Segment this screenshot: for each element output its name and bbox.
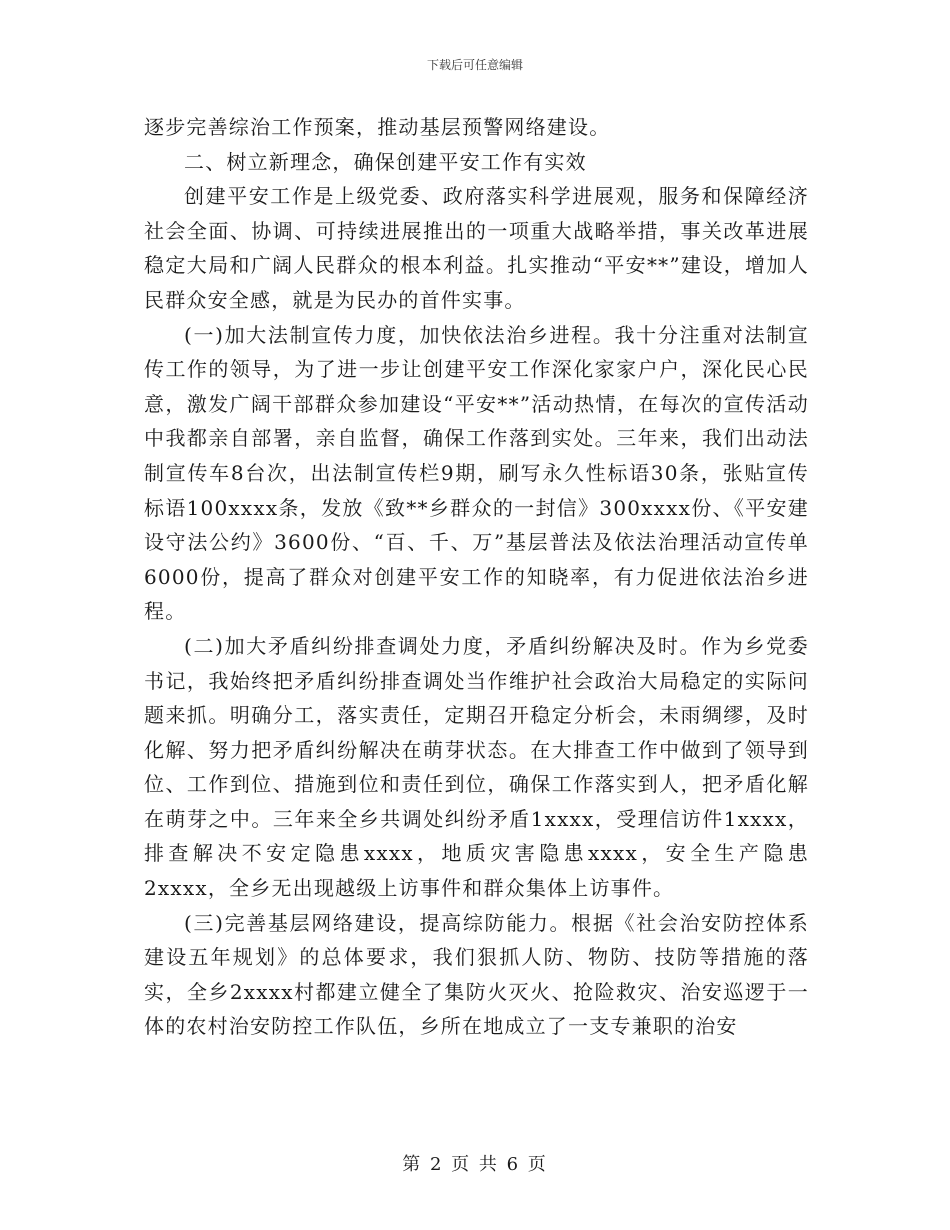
- section-heading: 二、树立新理念，确保创建平安工作有实效: [184, 149, 587, 174]
- paragraph: 逐步完善综治工作预案，推动基层预警网络建设。: [144, 115, 611, 139]
- page-header: 下载后可任意编辑: [426, 58, 523, 72]
- paragraph: 创建平安工作是上级党委、政府落实科学进展观，服务和保障经济社会全面、协调、可持续进展推出的一项重大战略举措，事关改革进展稳定大局和广阔人民群众的根本利益。扎实推动“平安**”建设，增加人民群众安全感，就是为民办的首件实事。: [144, 184, 809, 312]
- paragraph: (一)加大法制宣传力度，加快依法治乡进程。我十分注重对法制宣传工作的领导，为了进一步让创建平安工作深化家家户户，深化民心民意，激发广阔干部群众参加建设“平安**”活动热情，在每次的宣传活动中我都亲自部署，亲自监督，确保工作落到实处。三年来，我们出动法制宣传车8台次，出法制宣传栏9期，刷写永久性标语30条，张贴宣传标语100xxxx条，发放《致**乡群众的一封信》300xxxx份、《平安建设守法公约》3600份、“百、千、万”基层普法及依法治理活动宣传单6000份，提高了群众对创建平安工作的知晓率，有力促进依法治乡进程。: [144, 322, 809, 624]
- page-number-footer: 第 2 页 共 6 页: [402, 1154, 548, 1175]
- document-body: [144, 110, 809, 1044]
- paragraph: (三)完善基层网络建设，提高综防能力。根据《社会治安防控体系建设五年规划》的总体要求，我们狠抓人防、物防、技防等措施的落实，全乡2xxxx村都建立健全了集防火灭火、抢险救灾、治安巡逻于一体的农村治安防控工作队伍，乡所在地成立了一支专兼职的治安: [144, 910, 809, 1039]
- paragraph: (二)加大矛盾纠纷排查调处力度，矛盾纠纷解决及时。作为乡党委书记，我始终把矛盾纠纷排查调处当作维护社会政治大局稳定的实际问题来抓。明确分工，落实责任，定期召开稳定分析会，未雨绸缪，及时化解、努力把矛盾纠纷解决在萌芽状态。在大排查工作中做到了领导到位、工作到位、措施到位和责任到位，确保工作落实到人，把矛盾化解在萌芽之中。三年来全乡共调处纠纷矛盾1xxxx，受理信访件1xxxx，排查解决不安定隐患xxxx，地质灾害隐患xxxx，安全生产隐患2xxxx，全乡无出现越级上访事件和群众集体上访事件。: [144, 633, 809, 901]
